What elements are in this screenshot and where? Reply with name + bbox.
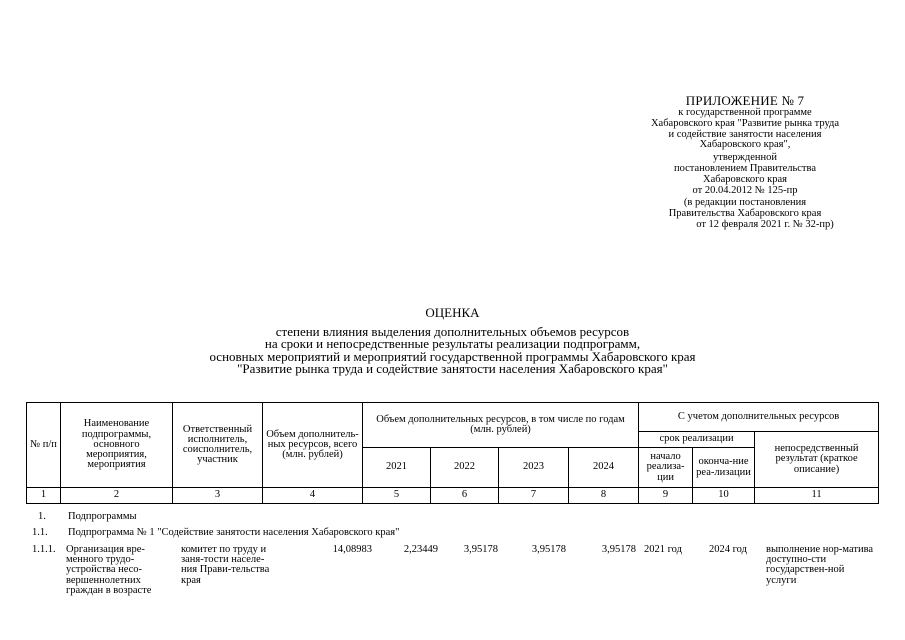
appendix-line: утвержденной <box>712 152 777 164</box>
column-number: 2 <box>61 488 173 504</box>
header-start: начало реализа-ции <box>639 448 693 488</box>
header-years-group: Объем дополнительных ресурсов, в том числе по годам (млн. рублей) <box>363 403 639 448</box>
assessment-table <box>26 402 879 504</box>
column-number: 5 <box>363 488 431 504</box>
column-number: 1 <box>27 488 61 504</box>
section-code: 1.1. <box>32 527 48 538</box>
row-start: 2021 год <box>644 544 682 555</box>
heading-title: ОЦЕНКА <box>425 305 480 320</box>
header-year: 2024 <box>569 448 639 488</box>
row-result: выполнение нор-матива доступно-сти государствен-ной услуги <box>766 544 874 586</box>
column-number: 10 <box>693 488 755 504</box>
appendix-line: постановлением Правительства <box>673 162 816 174</box>
header-executor: Ответственный исполнитель, соисполнитель, участник <box>173 403 263 488</box>
document-heading <box>0 305 905 376</box>
appendix-line: от 12 февраля 2021 г. № 32-пр) <box>696 218 834 230</box>
appendix-line: и содействие занятости населения <box>668 128 822 140</box>
row-code: 1.1.1. <box>32 544 56 555</box>
header-period: срок реализации <box>639 432 755 448</box>
row-year-2024: 3,95178 <box>601 544 636 555</box>
row-name: Организация вре-менного трудо-устройства несо-вершеннолетних граждан в возрасте <box>66 544 152 596</box>
appendix-line: Хабаровского края <box>703 173 787 185</box>
appendix-line: к государственной программе <box>678 107 812 118</box>
column-number: 9 <box>639 488 693 504</box>
header-year: 2022 <box>431 448 499 488</box>
header-end: оконча-ние реа-лизации <box>693 448 755 488</box>
column-number: 8 <box>569 488 639 504</box>
table-row <box>26 545 886 605</box>
header-number: № п/п <box>27 403 61 488</box>
table-body <box>26 512 886 605</box>
section-code: 1. <box>38 511 46 522</box>
row-year-2022: 3,95178 <box>463 544 498 555</box>
header-year: 2023 <box>499 448 569 488</box>
heading-line: степени влияния выделения дополнительных объемов ресурсов <box>275 324 630 339</box>
appendix-line: от 20.04.2012 № 125-пр <box>692 184 798 196</box>
column-number: 11 <box>755 488 879 504</box>
row-total: 14,08983 <box>332 544 372 555</box>
section-row <box>26 512 886 528</box>
row-end: 2024 год <box>709 544 747 555</box>
row-year-2023: 3,95178 <box>531 544 566 555</box>
appendix-title: ПРИЛОЖЕНИЕ № 7 <box>685 93 805 108</box>
row-year-2021: 2,23449 <box>403 544 438 555</box>
column-number: 3 <box>173 488 263 504</box>
row-executor: комитет по труду и заня-тости населе-ния Прави-тельства края <box>181 544 270 586</box>
appendix-block <box>600 93 890 231</box>
heading-line: "Развитие рынка труда и содействие занятости населения Хабаровского края" <box>237 361 668 377</box>
header-name: Наименование подпрограммы, основного мероприятия, мероприятия <box>61 403 173 488</box>
header-total: Объем дополнитель-ных ресурсов, всего (млн. рублей) <box>263 403 363 488</box>
column-number: 6 <box>431 488 499 504</box>
appendix-line: Хабаровского края", <box>699 139 791 151</box>
column-number: 4 <box>263 488 363 504</box>
section-label: Подпрограмма № 1 "Содействие занятости населения Хабаровского края" <box>68 527 400 538</box>
section-row <box>26 528 886 545</box>
header-result: непосредственный результат (краткое описание) <box>755 432 879 488</box>
appendix-line: Хабаровского края "Развитие рынка труда <box>650 117 840 129</box>
header-with-resources: С учетом дополнительных ресурсов <box>639 403 879 432</box>
heading-line: основных мероприятий и мероприятий государственной программы Хабаровского края <box>209 348 696 364</box>
appendix-line: Правительства Хабаровского края <box>668 208 822 220</box>
header-year: 2021 <box>363 448 431 488</box>
column-number: 7 <box>499 488 569 504</box>
section-label: Подпрограммы <box>68 511 137 522</box>
heading-line: на сроки и непосредственные результаты реализации подпрограмм, <box>264 336 641 352</box>
appendix-line: (в редакции постановления <box>683 197 807 209</box>
